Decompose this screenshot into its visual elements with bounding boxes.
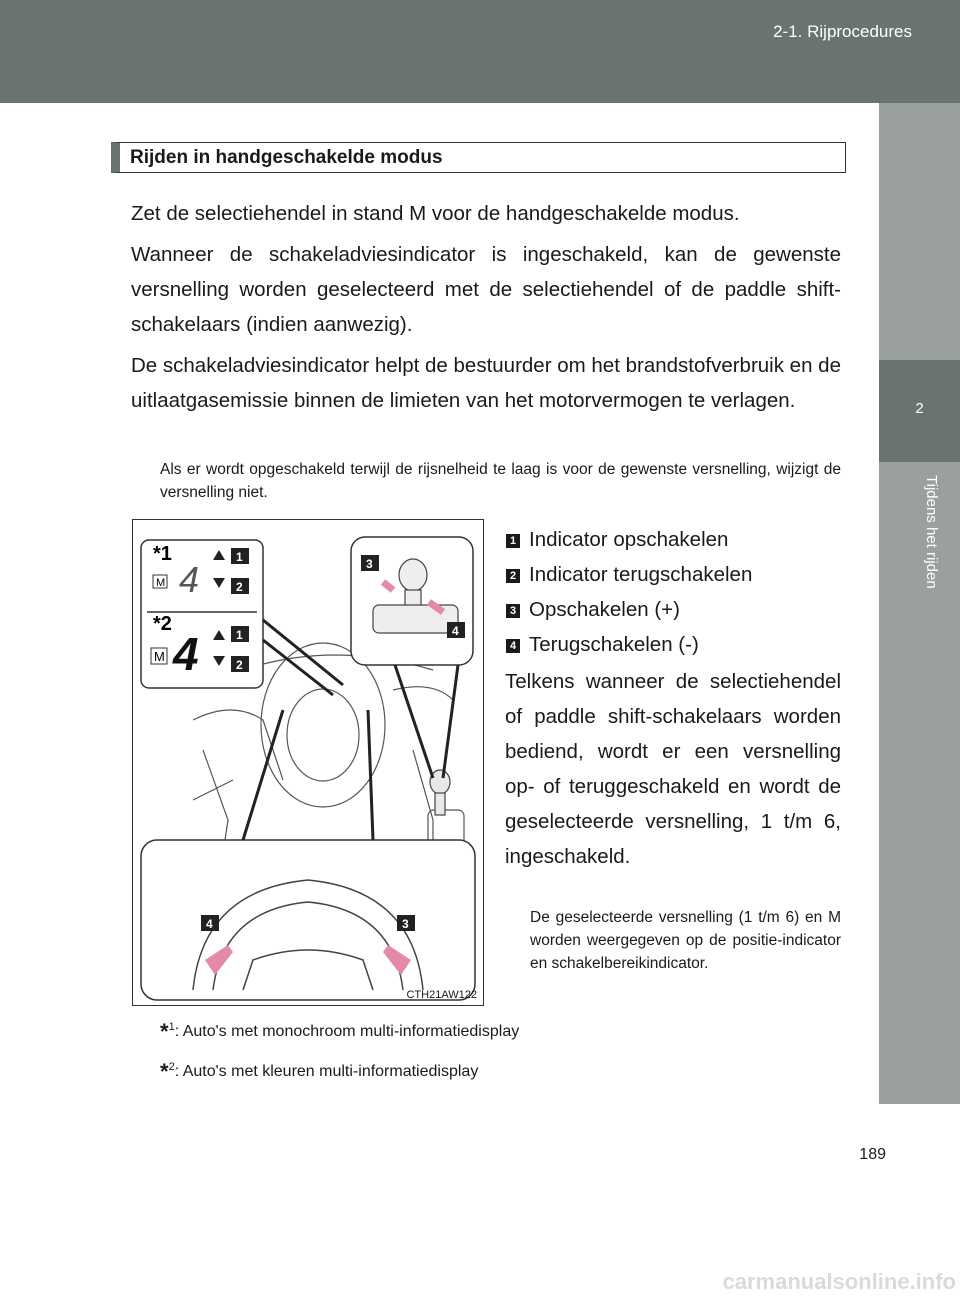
- svg-text:2: 2: [236, 658, 243, 672]
- illustration-figure: [132, 519, 484, 1006]
- legend-label-3: Opschakelen (+): [529, 598, 680, 621]
- mode-indicator-mono: M: [156, 577, 166, 589]
- side-paragraph: Telkens wanneer de selectiehendel of paddle shift-schakelaars worden bediend, wordt er een versnelling op- of teruggeschakeld en wordt de geselecteerde versnelling, 1 t/m 6, ingeschakeld.: [505, 670, 841, 868]
- paragraph-1: Zet de selectiehendel in stand M voor de handgeschakelde modus.: [131, 202, 740, 225]
- star-2-label: *2: [153, 613, 172, 635]
- svg-text:3: 3: [402, 917, 409, 931]
- watermark: carmanualsonline.info: [722, 1269, 956, 1294]
- svg-text:1: 1: [236, 550, 243, 564]
- legend-item-1: [506, 525, 728, 555]
- mode-indicator-color: M: [154, 649, 165, 664]
- legend-item-4: [506, 630, 699, 660]
- header-bar: [0, 0, 960, 103]
- legend-number-1: 1: [506, 534, 520, 548]
- svg-text:1: 1: [236, 628, 243, 642]
- section-heading: Rijden in handgeschakelde modus: [111, 142, 846, 173]
- legend-label-1: Indicator opschakelen: [529, 528, 729, 551]
- svg-text:4: 4: [206, 917, 213, 931]
- note-1: Als er wordt opgeschakeld terwijl de rijsnelheid te laag is voor de gewenste versnelling, wijzigt de versnelling niet.: [160, 461, 841, 501]
- paragraph-3: De schakeladviesindicator helpt de bestuurder om het brandstofverbruik en de uitlaatgasemissie binnen de limieten van het motorvermogen te verlagen.: [131, 354, 841, 412]
- footnote-1: *$^1$: Auto's met monochroom multi-informatiedisplay: [160, 1019, 520, 1044]
- legend-number-3: 3: [506, 604, 520, 618]
- legend-item-3: [506, 595, 680, 625]
- footnote-2: *$^2$: Auto's met kleuren multi-informatiedisplay: [160, 1059, 479, 1084]
- side-note: De geselecteerde versnelling (1 t/m 6) en M worden weergegeven op de positie-indicator en schakelbereikindicator.: [530, 909, 841, 972]
- legend-item-2: [506, 560, 752, 590]
- chapter-number: 2: [915, 400, 924, 417]
- legend-number-2: 2: [506, 569, 520, 583]
- section-breadcrumb: 2-1. Rijprocedures: [773, 22, 912, 41]
- page-number: 189: [859, 1146, 886, 1163]
- gear-digit-mono: 4: [179, 559, 200, 600]
- star-1-label: *1: [153, 543, 172, 565]
- legend-label-2: Indicator terugschakelen: [529, 563, 753, 586]
- figure-code: CTH21AW122: [406, 989, 477, 1001]
- svg-text:4: 4: [452, 624, 459, 638]
- svg-text:3: 3: [366, 557, 373, 571]
- legend-label-4: Terugschakelen (-): [529, 633, 699, 656]
- cockpit-illustration: [133, 520, 483, 1005]
- legend-number-4: 4: [506, 639, 520, 653]
- paragraph-2: Wanneer de schakeladviesindicator is ingeschakeld, kan de gewenste versnelling worden geselecteerd met de selectiehendel of de paddle shift-schakelaars (indien aanwezig).: [131, 243, 841, 336]
- gear-digit-color: 4: [173, 628, 199, 680]
- svg-text:2: 2: [236, 580, 243, 594]
- chapter-title: Tijdens het rijden: [923, 475, 940, 589]
